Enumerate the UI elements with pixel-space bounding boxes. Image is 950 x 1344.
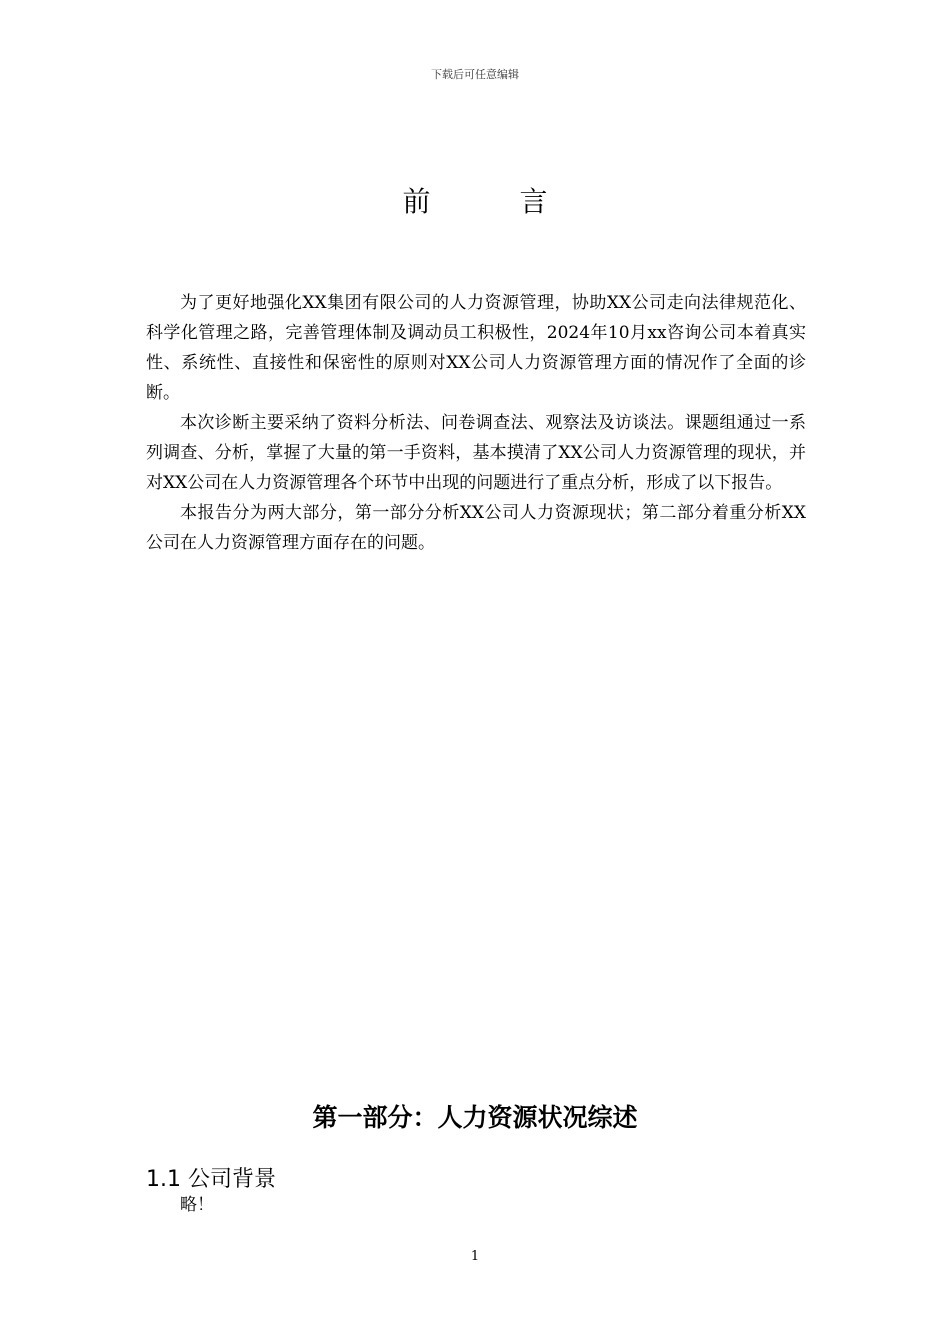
preface-paragraph-1: 为了更好地强化XX集团有限公司的人力资源管理，协助XX公司走向法律规范化、科学化管理之路，完善管理体制及调动员工积极性，2024年10月xx咨询公司本着真实性、系统性、直接性和保密性的原则对XX公司人力资源管理方面的情况作了全面的诊断。 xyxy=(146,293,806,403)
preface-paragraph-2: 本次诊断主要采纳了资料分析法、问卷调查法、观察法及访谈法。课题组通过一系列调查、分析，掌握了大量的第一手资料，基本摸清了XX公司人力资源管理的现状，并对XX公司在人力资源管理各个环节中出现的问题进行了重点分析，形成了以下报告。 xyxy=(146,413,806,493)
page-number: 1 xyxy=(470,1249,480,1264)
page-header-note: 下载后可任意编辑 xyxy=(431,68,519,81)
preface-body xyxy=(146,288,806,558)
section-body-company-background: 略！ xyxy=(180,1195,214,1215)
preface-paragraph-3: 本报告分为两大部分，第一部分分析XX公司人力资源现状；第二部分着重分析XX公司在人力资源管理方面存在的问题。 xyxy=(146,503,806,553)
preface-title: 前 言 xyxy=(402,185,588,218)
part-one-title: 第一部分：人力资源状况综述 xyxy=(312,1103,638,1132)
section-heading-company-background: 1.1 公司背景 xyxy=(146,1167,276,1192)
